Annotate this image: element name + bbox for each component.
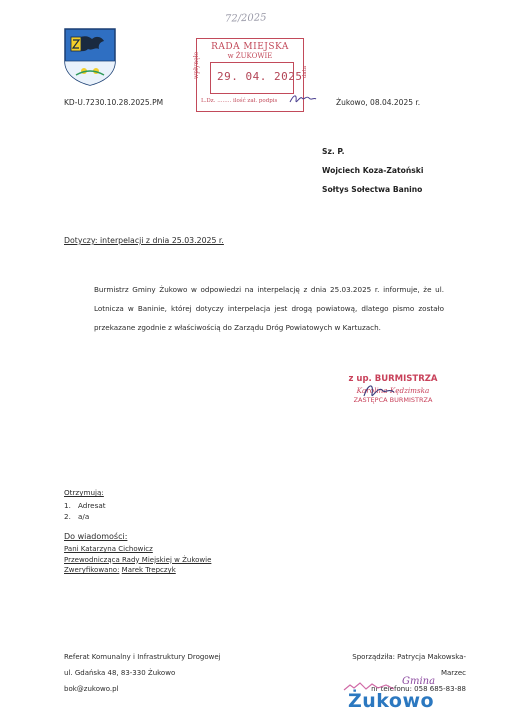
- place-date: Żukowo, 08.04.2025 r.: [336, 98, 421, 107]
- verified-name: Marek Trepczyk: [121, 566, 176, 574]
- item-number: 1.: [64, 501, 71, 510]
- recipient-name: Wojciech Koza-Zatoński: [322, 166, 424, 175]
- stamp-signer-role: ZASTĘPCA BURMISTRZA: [353, 396, 433, 404]
- footer-prepared-by: Sporządziła: Patrycja Makowska-Marzec: [352, 653, 466, 677]
- footer-email: bok@zukowo.pl: [64, 685, 119, 693]
- logo-name-text: Żukowo: [348, 690, 435, 712]
- stamp-authority: z up. BURMISTRZA: [348, 374, 438, 384]
- receivers-heading: Otrzymują:: [64, 488, 104, 497]
- footer-phone: nr telefonu: 058 685-83-88: [371, 685, 466, 693]
- stamp-date: 29. 04. 2025: [217, 70, 303, 83]
- cc-person: [64, 544, 211, 555]
- cc-role: [64, 555, 211, 566]
- signature-icon: [360, 380, 400, 402]
- receivers-list: [64, 500, 106, 522]
- cc-role-text: Przewodnicząca Rady Miejskiej w Żukowie: [64, 555, 212, 564]
- item-number: 2.: [64, 512, 71, 521]
- list-item: [64, 500, 106, 511]
- stamp-date-label: data: [301, 65, 308, 79]
- handwritten-signature: [288, 92, 318, 106]
- stamp-bottom-line: L.Dz. ........ ilość zał. podpis: [201, 98, 278, 104]
- coat-of-arms-icon: [62, 27, 118, 87]
- cc-heading: Do wiadomości:: [64, 532, 128, 541]
- stamp-subtitle: w ŻUKOWIE: [227, 52, 273, 60]
- recipient-block: [322, 142, 423, 199]
- stamp-side-label: wpłynęło: [193, 51, 200, 79]
- cc-list: [64, 544, 211, 576]
- item-label: a/a: [78, 512, 90, 521]
- reference-number: KD-U.7230.10.28.2025.PM: [64, 98, 164, 107]
- cc-person-name: Pani Katarzyna Cichowicz: [64, 545, 153, 553]
- stamp-title: RADA MIEJSKA: [211, 42, 289, 52]
- list-item: [64, 511, 106, 522]
- verified-label: Zweryfikowano:: [64, 566, 120, 574]
- verified-line: [64, 565, 211, 576]
- stamp-signer-name: Karolina Kędzimska: [356, 386, 430, 395]
- gmina-logo: [342, 676, 462, 718]
- subject-line: Dotyczy: interpelacji z dnia 25.03.2025 r.: [64, 236, 224, 245]
- item-label: Adresat: [78, 501, 106, 510]
- letter-body: Burmistrz Gminy Żukowo w odpowiedzi na interpelację z dnia 25.03.2025 r. informuje, że ul. Lotnicza w Baninie, której dotyczy interpelacja jest drogą powiatową, dlatego pismo zostało przekazane zgodnie z właściwością do Zarządu Dróg Powiatowych w Kartuzach.: [94, 285, 444, 332]
- footer-address: ul. Gdańska 48, 83-330 Żukowo: [64, 669, 176, 677]
- footer-contact: [64, 649, 221, 697]
- footer-department: Referat Komunalny i Infrastruktury Drogowej: [64, 653, 221, 661]
- registry-number: 72/2025: [224, 12, 267, 25]
- recipient-title: Sołtys Sołectwa Banino: [322, 185, 423, 194]
- recipient-salutation: Sz. P.: [322, 147, 345, 156]
- logo-gmina-text: Gmina: [402, 676, 436, 687]
